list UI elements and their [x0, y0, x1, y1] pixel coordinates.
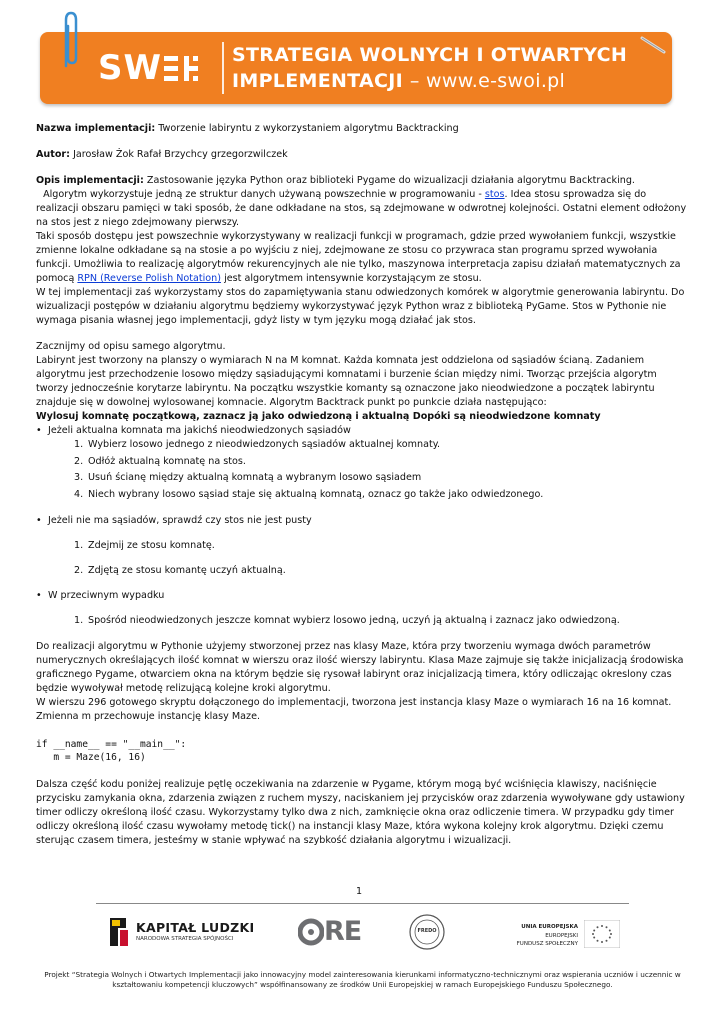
steps-list-3 — [36, 614, 690, 628]
list-item: 3. Usuń ścianę między aktualną komnatą a wybranym losowo sąsiadem — [74, 472, 422, 483]
implementation-author: Autor: Jarosław Żok Rafał Brzychcy grzegorzwilczek — [36, 149, 288, 160]
eu-logo — [510, 918, 620, 952]
eu-line2: EUROPEJSKI — [545, 933, 578, 939]
eu-flag-icon — [584, 920, 620, 948]
steps-list-2 — [36, 539, 690, 578]
implementation-name: Nazwa implementacji: Tworzenie labiryntu z wykorzystaniem algorytmu Backtracking — [36, 123, 459, 134]
banner-url: – www.e-swoi.pl — [409, 70, 566, 92]
list-item: 2. Zdjętą ze stosu komantę uczyń aktualną. — [74, 564, 286, 576]
seal-text: FREDO — [417, 928, 437, 934]
rpn-link[interactable]: RPN (Reverse Polish Notation) — [77, 273, 222, 284]
intro-paragraph-4: Zacznijmy od opisu samego algorytmu. — [36, 341, 226, 352]
kl-subtitle: NARODOWA STRATEGIA SPÓJNOŚCI — [136, 936, 234, 942]
bullet-item: • W przeciwnym wypadku — [36, 589, 690, 603]
pen-icon — [640, 36, 668, 56]
list-item: 1. Spośród nieodwiedzonych jeszcze komnat wybierz losowo jedną, uczyń ją aktualną i zaznacz jako odwiedzoną. — [74, 614, 620, 626]
implementation-paragraph-1: Do realizacji algorytmu w Pythonie użyjemy stworzonej przez nas klasy Maze, która przy tworzeniu wymaga dwóch parametrów numerycznych określających ilość komnat w wierszu oraz ilość wierszy labiryntu. Klasa Maze zajmuje się także inicjalizacją środowiska graficznego Pygame, otwarciem okna na którym będzie się rysował labirynt oraz inicjalizacją timera, który odliczając okreslony czas będzie wywoływał metodę relizującą kolejne kroki algorytmu. — [36, 640, 684, 694]
paperclip-icon — [60, 10, 82, 70]
code-block — [36, 738, 690, 764]
ore-o-icon — [298, 917, 324, 947]
intro-paragraph-2: Taki sposób dostępu jest powszechnie wykorzystywany w realizacji funkcji w programach, gdzie przed wywołaniem funkcji, wszystkie zmienne lokalne odkładane są na stosie a po wyjściu z niej, zdejmowane ze stosu co przywraca stan programu sprzed wywołania funkcji. Umożliwia to realizację algorytmów rekurencyjnych ale nie tylko, maszynowa interpretacja zapisu działań matematycznych za pomocą RPN (Reverse Polish Notation) jest algorytmem intensywnie korzystającym ze stosu. — [36, 231, 681, 284]
banner-title-line1: STRATEGIA WOLNYCH I OTWARTYCH — [232, 44, 628, 66]
intro-paragraph-5: Labirynt jest tworzony na planszy o wymiarach N na M komnat. Każda komnata jest oddzielona od sąsiadów ścianą. Zadaniem algorytmu jest przechodzenie losowo między sąsiadującymi komnatami i burzenie ścian między nimi. Tworząc przejścia algorytm tworzy jednocześnie korytarze labiryntu. Na początku wszystkie komanty są oznaczone jako nieodwiedzone a początek labiryntu znajduje się w dowolnej wylosowanej komnacie. Algorytm Backtrack punkt po punkcie działa następująco: — [36, 355, 657, 408]
eu-line3: FUNDUSZ SPOŁECZNY — [516, 941, 578, 947]
kl-title: KAPITAŁ LUDZKI — [136, 920, 255, 935]
bullet-item: • Jeżeli aktualna komnata ma jakichś nieodwiedzonych sąsiadów — [36, 424, 690, 438]
list-item: 2. Odłóż aktualną komnatę na stos. — [74, 455, 246, 467]
intro-paragraph-1: Algorytm wykorzystuje jedną ze struktur danych używaną powszechnie w programowaniu - stos. Idea stosu sprowadza się do realizacji obszaru pamięci w taki sposób, że dane odkładane na stos, są zdejmowane w odwrotnej kolejności. Ostatni element odłożony na stos jest z niego zdejmowany pierwszy. — [36, 189, 687, 228]
code-line: m = Maze(16, 16) — [36, 751, 146, 763]
code-line: if __name__ == "__main__": — [36, 738, 187, 750]
list-item: 1. Zdejmij ze stosu komnatę. — [74, 539, 215, 551]
kapital-ludzki-logo — [106, 912, 256, 952]
eu-line1: UNIA EUROPEJSKA — [521, 924, 578, 930]
algorithm-heading: Wylosuj komnatę początkową, zaznacz ją jako odwiedzoną i aktualną Dopóki są nieodwiedzone komnaty — [36, 411, 601, 422]
banner-divider — [222, 42, 224, 94]
steps-list-1 — [36, 438, 690, 502]
implementation-paragraph-3: Dalsza część kodu poniżej realizuje pętlę oczekiwania na zdarzenie w Pygame, którym mogą być wciśnięcia klawiszy, naciśnięcie przycisku zamykania okna, zdarzenia związen z ruchem myszy, naciskaniem jej przycisków oraz zdarzenia wywoływane gdy ustawiony timer odliczy określoną ilość czasu. Wykorzystamy tylko dwa z nich, zamknięcie okna oraz odliczenie timera. W przypadku gdy timer odliczy określoną ilość czasu wywołamy metodę tick() na instancji klasy Maze, która wykona kolejny krok algorytmu. Dzięki czemu sterując czasem timera, jesteśmy w stanie wpływać na szybkość działania algorytmu i wizualizacji. — [36, 778, 685, 846]
implementation-paragraph-2: W wierszu 296 gotowego skryptu dołączonego do implementacji, tworzona jest instancja klasy Maze o wymiarach 16 na 16 komnat. Zmienna m przechowuje instancję klasy Maze. — [36, 696, 672, 722]
footer-note: Projekt “Strategia Wolnych i Otwartych Implementacji jako innowacyjny model zainteresowania kierunkami informatyczno-technicznymi oraz wspierania uczniów i uczennic w kształtowaniu kompetencji kluczowych” współfinansowany ze środków Unii Europejskiej w ramach Europejskiego Funduszu Społecznego. — [44, 970, 681, 989]
bullet-item: • Jeżeli nie ma sąsiadów, sprawdź czy stos nie jest pusty — [36, 514, 690, 528]
sw-logo: SW — [98, 50, 202, 86]
swoi-logo-mark-icon — [162, 52, 202, 86]
banner-title-line2: IMPLEMENTACJI – www.e-swoi.pl — [232, 70, 566, 92]
header-banner — [40, 32, 672, 104]
intro-paragraph-3: W tej implementacji zaś wykorzystamy stos do zapamiętywania stanu odwiedzonych komórek w algorytmie generowania labiryntu. Do wizualizacji postępów w działaniu algorytmu będziemy wykorzystywać język Python wraz z biblioteką PyGame. Stos w Pythonie nie wymaga pisania własnej jego implementacji, gdyż listy w tym języku mogą działać jak stos. — [36, 287, 685, 326]
ore-logo: RE — [298, 917, 364, 947]
list-item: 4. Niech wybrany losowo sąsiad staje się aktualną komnatą, oznacz go także jako odwiedzonego. — [74, 488, 544, 500]
page-number: 1 — [356, 886, 363, 897]
document-body — [36, 122, 690, 848]
list-item: 1. Wybierz losowo jednego z nieodwiedzonych sąsiadów aktualnej komnaty. — [74, 439, 441, 450]
footer-divider — [96, 903, 629, 904]
kapital-ludzki-icon — [106, 916, 130, 948]
stack-link[interactable]: stos — [484, 189, 505, 200]
implementation-description: Opis implementacji: Zastosowanie języka Python oraz biblioteki Pygame do wizualizacji działania algorytmu Backtracking. — [36, 175, 635, 186]
fredo-seal — [408, 913, 446, 951]
